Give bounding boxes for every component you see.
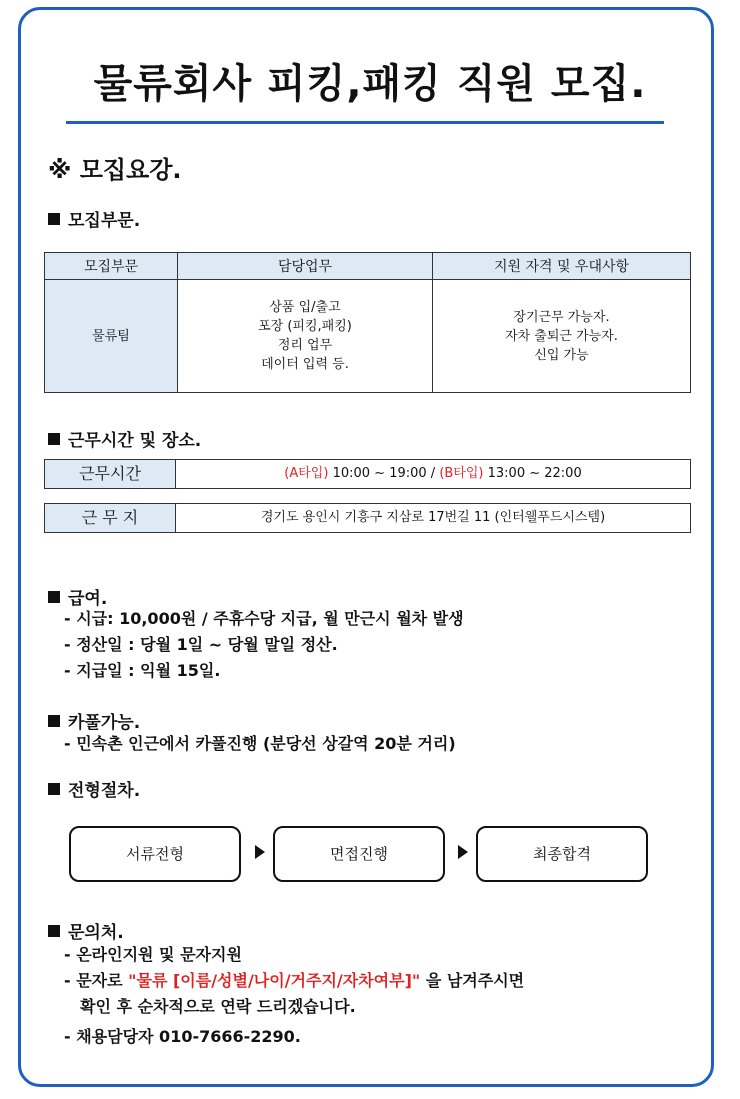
- b-type-tag: (B타입): [439, 466, 484, 481]
- pay-line: - 시급: 10,000원 / 주휴수당 지급, 월 만근시 월차 발생: [64, 609, 464, 628]
- sms-format-highlight: "물류 [이름/성별/나이/거주지/자차여부]": [128, 971, 421, 990]
- process-step-interview: 면접진행: [273, 826, 445, 882]
- table-row: [45, 280, 691, 393]
- work-hours-label: 근무시간: [45, 460, 176, 488]
- table-header: 지원 자격 및 우대사항: [433, 253, 691, 280]
- square-bullet-icon: [48, 433, 60, 445]
- page-title: 물류회사 피킹,패킹 직원 모집.: [93, 61, 647, 107]
- recruitment-table: [44, 252, 691, 393]
- contact-line: [64, 968, 524, 994]
- contact-line: 확인 후 순차적으로 연락 드리겠습니다.: [80, 997, 356, 1016]
- duty-item: 포장 (피킹,패킹): [258, 319, 352, 334]
- work-hours-row: [44, 459, 691, 489]
- pay-section-label: 급여.: [68, 589, 108, 609]
- a-type-time: 10:00 ~ 19:00 /: [328, 466, 440, 481]
- contact-phone: - 채용담당자 010-7666-2290.: [64, 1027, 301, 1046]
- work-section-heading: [48, 426, 201, 451]
- pay-details: [64, 606, 464, 684]
- dept-section-heading: [48, 206, 140, 231]
- table-header: 모집부문: [45, 253, 178, 280]
- dept-cell: 물류팀: [45, 280, 178, 393]
- carpool-section-heading: [48, 708, 140, 733]
- dept-section-label: 모집부문.: [68, 211, 141, 231]
- work-place-row: [44, 503, 691, 533]
- a-type-tag: (A타입): [284, 466, 329, 481]
- duties-cell: [178, 280, 433, 393]
- work-section-label: 근무시간 및 장소.: [68, 431, 202, 451]
- contact-line: - 온라인지원 및 문자지원: [64, 945, 242, 964]
- process-section-heading: [48, 776, 140, 801]
- square-bullet-icon: [48, 783, 60, 795]
- contact-prefix: - 문자로: [64, 971, 129, 990]
- contact-section-heading: [48, 918, 124, 943]
- work-place-label: 근 무 지: [45, 504, 176, 532]
- contact-section-label: 문의처.: [68, 923, 124, 943]
- arrow-right-icon: [255, 845, 265, 859]
- qualifications-cell: [433, 280, 691, 393]
- contact-details: [64, 942, 524, 1050]
- process-step-final: 최종합격: [476, 826, 648, 882]
- square-bullet-icon: [48, 213, 60, 225]
- square-bullet-icon: [48, 591, 60, 603]
- b-type-time: 13:00 ~ 22:00: [483, 466, 582, 481]
- carpool-section-label: 카풀가능.: [68, 713, 141, 733]
- pay-line: - 정산일 : 당월 1일 ~ 당월 말일 정산.: [64, 635, 338, 654]
- square-bullet-icon: [48, 925, 60, 937]
- qualification-item: 신입 가능: [534, 347, 589, 363]
- square-bullet-icon: [48, 715, 60, 727]
- recruitment-overview-heading: ※ 모집요강.: [48, 156, 182, 184]
- carpool-detail: - 민속촌 인근에서 카풀진행 (분당선 상갈역 20분 거리): [64, 734, 456, 753]
- table-header-row: [45, 253, 691, 280]
- qualification-item: 장기근무 가능자.: [513, 309, 610, 325]
- process-section-label: 전형절차.: [68, 781, 141, 801]
- qualification-item: 자차 출퇴근 가능자.: [505, 328, 618, 344]
- contact-suffix: 을 남겨주시면: [420, 971, 525, 990]
- duty-item: 데이터 입력 등.: [261, 357, 349, 372]
- process-step-document: 서류전형: [69, 826, 241, 882]
- pay-line: - 지급일 : 익월 15일.: [64, 661, 221, 680]
- work-place-value: 경기도 용인시 기흥구 지삼로 17번길 11 (인터웰푸드시스템): [260, 510, 606, 525]
- arrow-right-icon: [458, 845, 468, 859]
- title-divider: [66, 121, 664, 124]
- duty-item: 상품 입/출고: [269, 300, 341, 315]
- work-hours-value: [176, 460, 690, 488]
- duty-item: 정리 업무: [277, 338, 333, 353]
- table-header: 담당업무: [178, 253, 433, 280]
